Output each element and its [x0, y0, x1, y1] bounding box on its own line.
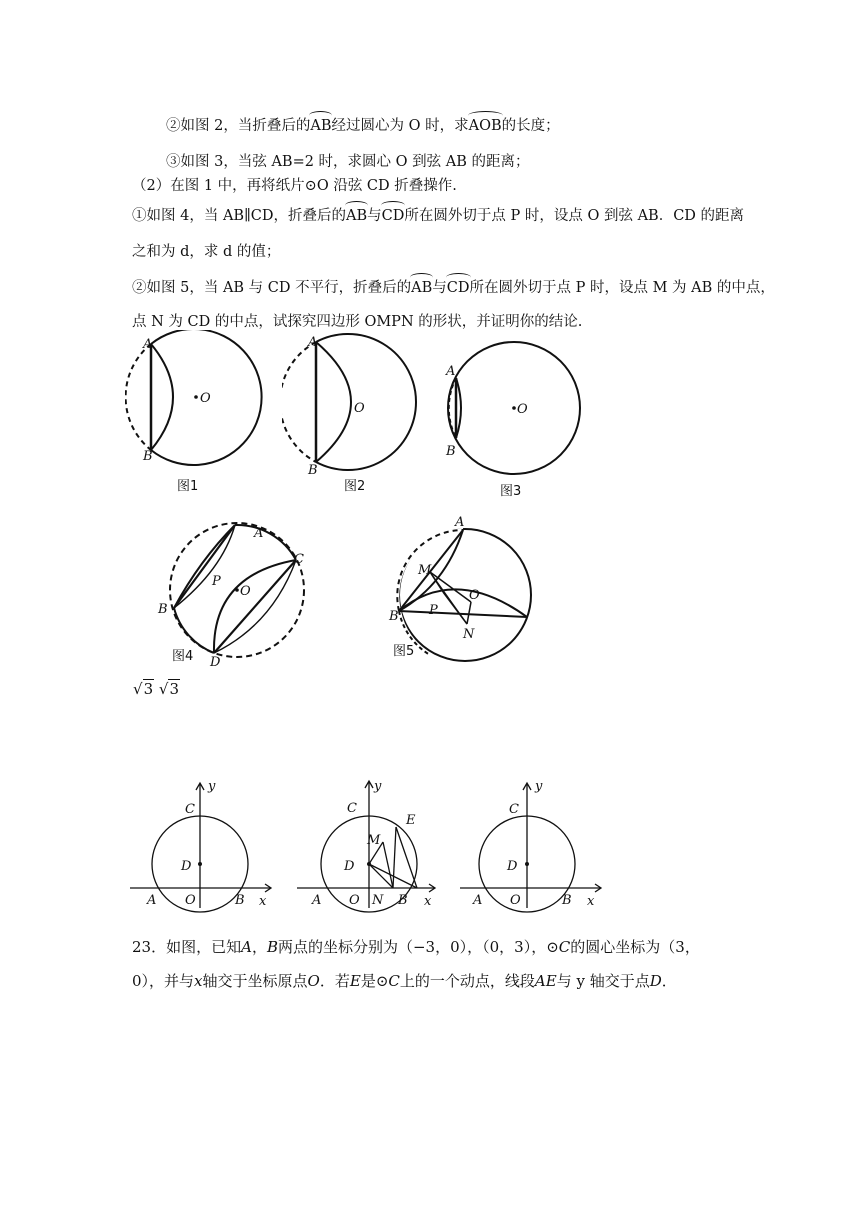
label-o: O: [510, 893, 521, 908]
figure-4: [152, 515, 322, 675]
coord-figure-2: [292, 776, 447, 913]
coord-figure-1: [125, 778, 280, 913]
problem-line-2: ③如图 3，当弦 AB=2 时，求圆心 O 到弦 AB 的距离；: [166, 154, 530, 170]
label-b: B: [235, 893, 245, 908]
problem-line-7: 点 N 为 CD 的中点，试探究四边形 OMPN 的形状，并证明你的结论.: [132, 314, 583, 330]
label-m: M: [418, 563, 432, 578]
text: 与: [432, 280, 447, 296]
label-a: A: [312, 893, 322, 908]
figure-1: [125, 330, 275, 500]
figure-3: [440, 335, 590, 505]
arc-aob: AOB: [468, 118, 502, 134]
text: ②如图 5，当 AB 与 CD 不平行，折叠后的: [132, 280, 412, 296]
label-m: M: [367, 833, 381, 848]
label-o: O: [354, 401, 365, 416]
label-o: O: [185, 893, 196, 908]
arc-ab: AB: [310, 118, 332, 134]
label-b: B: [158, 602, 168, 617]
arc-cd: CD: [381, 208, 405, 224]
question-23-line-1: [132, 937, 742, 957]
arc-cd: CD: [446, 280, 470, 296]
text: 与 y 轴交于点: [556, 972, 650, 990]
label-p: P: [429, 603, 438, 618]
text: 与: [367, 208, 382, 224]
var-b: B: [266, 938, 278, 956]
label-y: y: [208, 779, 216, 794]
label-e: E: [406, 813, 416, 828]
text: 所在圆外切于点 P 时，设点 M 为 AB 的中点，: [469, 280, 775, 296]
label-a: A: [455, 515, 465, 530]
problem-line-6: [132, 278, 775, 298]
label-x: x: [587, 894, 595, 909]
label-x: x: [424, 894, 432, 909]
coord-figure-3: [455, 778, 610, 913]
var-e: E: [349, 972, 361, 990]
label-b: B: [143, 449, 153, 464]
text: 23．如图，已知: [132, 938, 242, 956]
problem-line-4: [132, 206, 744, 226]
label-c: C: [509, 802, 519, 817]
text: 上的一个动点，线段: [399, 972, 535, 990]
label-o: O: [349, 893, 360, 908]
label-a: A: [254, 526, 264, 541]
caption-fig3: 图3: [500, 484, 522, 499]
text: 经过圆心为 O 时，求: [331, 118, 469, 134]
var-a: A: [241, 938, 252, 956]
label-b: B: [562, 893, 572, 908]
label-c: C: [347, 801, 357, 816]
label-b: B: [308, 463, 318, 478]
label-d: D: [210, 655, 221, 670]
text: ．若: [319, 972, 350, 990]
text: 两点的坐标分别为（−3，0），（0，3），⊙: [277, 938, 559, 956]
label-o: O: [200, 391, 211, 406]
label-n: N: [463, 627, 475, 642]
label-n: N: [372, 893, 384, 908]
label-d: D: [507, 859, 518, 874]
var-x: x: [194, 972, 203, 990]
figure-5: [385, 510, 545, 670]
text: 的圆心坐标为（3，: [570, 938, 700, 956]
text: ①如图 4，当 AB∥CD，折叠后的: [132, 208, 346, 224]
label-o: O: [469, 588, 480, 603]
problem-line-1: [166, 116, 560, 136]
label-b: B: [446, 444, 456, 459]
text: 是⊙: [360, 972, 389, 990]
label-d: D: [344, 859, 355, 874]
label-b: B: [398, 893, 408, 908]
var-c: C: [558, 938, 571, 956]
caption-fig2: 图2: [344, 479, 366, 494]
label-b: B: [389, 609, 399, 624]
label-d: D: [181, 859, 192, 874]
var-c: C: [388, 972, 400, 990]
label-y: y: [374, 779, 382, 794]
text: 0），并与: [132, 972, 195, 990]
caption-fig5: 图5: [393, 644, 415, 659]
label-a: A: [147, 893, 157, 908]
label-x: x: [259, 894, 267, 909]
radicand-1: 3: [143, 680, 154, 698]
var-o: O: [307, 972, 320, 990]
var-d: D: [649, 972, 662, 990]
question-23-line-2: [132, 971, 742, 991]
caption-fig1: 图1: [177, 479, 199, 494]
text: 所在圆外切于点 P 时，设点 O 到弦 AB．CD 的距离: [404, 208, 745, 224]
text: 的长度；: [501, 118, 560, 134]
label-c: C: [294, 552, 304, 567]
text: 轴交于坐标原点: [202, 972, 308, 990]
label-a: A: [473, 893, 483, 908]
label-o: O: [517, 402, 528, 417]
label-a: A: [143, 337, 153, 352]
arc-ab: AB: [346, 208, 368, 224]
radicand-2: 3: [169, 680, 179, 698]
sqrt-line: √3 √3: [133, 680, 179, 698]
text: ．: [661, 972, 677, 990]
arc-ab: AB: [411, 280, 433, 296]
label-a: A: [446, 364, 456, 379]
label-o: O: [240, 584, 251, 599]
var-ae: AE: [534, 972, 557, 990]
text: ，: [251, 938, 267, 956]
caption-fig4: 图4: [172, 649, 194, 664]
label-c: C: [185, 802, 195, 817]
label-a: A: [308, 335, 318, 350]
problem-line-5: 之和为 d，求 d 的值；: [132, 244, 281, 260]
label-p: P: [212, 574, 221, 589]
label-y: y: [535, 779, 543, 794]
problem-line-3: （2）在图 1 中，再将纸片⊙O 沿弦 CD 折叠操作.: [132, 178, 457, 194]
figure-2: [282, 330, 432, 500]
text: ②如图 2，当折叠后的: [166, 118, 311, 134]
